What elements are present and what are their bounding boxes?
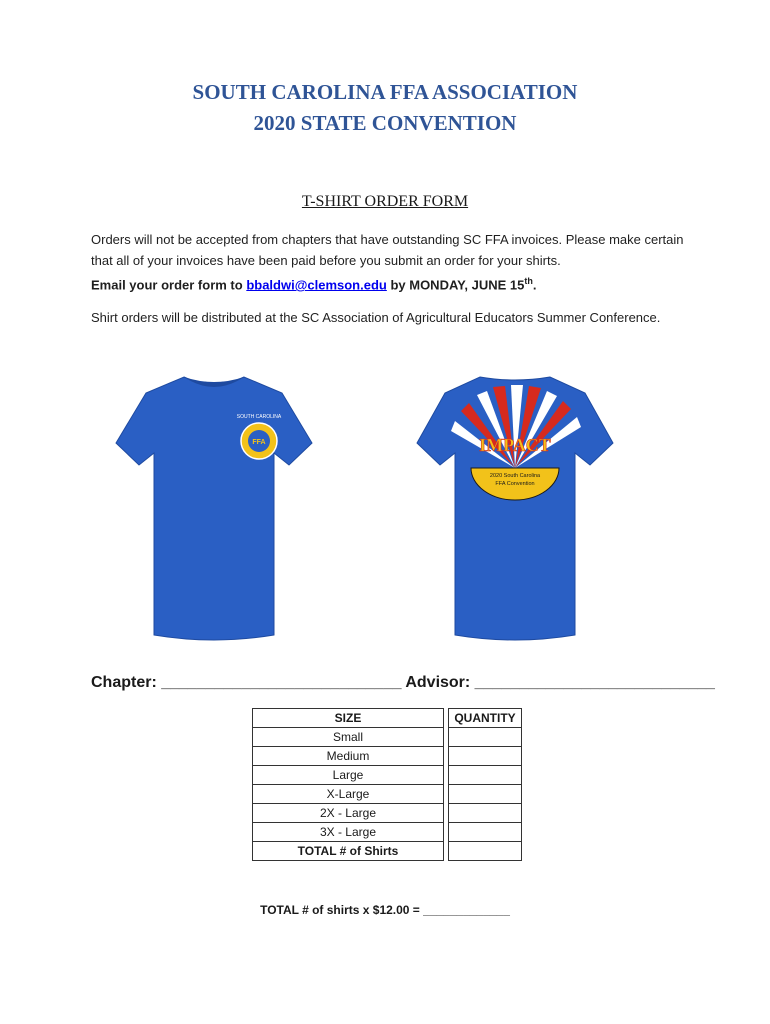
table-row xyxy=(253,747,522,766)
chapter-advisor-line[interactable]: Chapter: ___________________________ Advisor: ___________________________ xyxy=(91,674,715,691)
table-row xyxy=(253,766,522,785)
impact-logo-caption-2: FFA Convention xyxy=(495,481,535,487)
size-label: Small xyxy=(253,728,444,747)
table-header-row xyxy=(253,709,522,728)
table-row xyxy=(253,728,522,747)
crest-text-top: SOUTH CAROLINA xyxy=(236,414,282,420)
size-column-header: SIZE xyxy=(253,709,444,728)
impact-logo-caption-1: 2020 South Carolina xyxy=(489,473,541,479)
size-label: 2X - Large xyxy=(253,804,444,823)
page-title-line-2: 2020 STATE CONVENTION xyxy=(253,111,517,135)
size-label: 3X - Large xyxy=(253,823,444,842)
distribution-paragraph: Shirt orders will be distributed at the SC Association of Agricultural Educators Summer Conference. xyxy=(91,310,661,325)
table-row xyxy=(253,804,522,823)
total-row-label: TOTAL # of Shirts xyxy=(253,842,444,861)
quantity-cell[interactable] xyxy=(449,785,522,804)
total-quantity-cell[interactable] xyxy=(449,842,522,861)
size-label: Medium xyxy=(253,747,444,766)
quantity-cell[interactable] xyxy=(449,728,522,747)
email-prefix: Email your order form to xyxy=(91,277,247,293)
form-subtitle: T-SHIRT ORDER FORM xyxy=(301,193,469,210)
impact-logo-word: IMPACT xyxy=(479,435,551,455)
page-title-line-1: SOUTH CAROLINA FFA ASSOCIATION xyxy=(192,80,578,104)
intro-paragraph: Orders will not be accepted from chapters that have outstanding SC FFA invoices. Please make certain that all of your invoices have been paid before you submit an order for your shirts. xyxy=(91,232,684,268)
shirt-front-image xyxy=(114,373,314,643)
quantity-cell[interactable] xyxy=(449,804,522,823)
quantity-cell[interactable] xyxy=(449,747,522,766)
shirt-back-image xyxy=(415,373,615,643)
table-row xyxy=(253,785,522,804)
quantity-column-header: QUANTITY xyxy=(449,709,522,728)
email-instruction xyxy=(91,271,691,295)
size-quantity-table xyxy=(252,708,522,861)
email-end: . xyxy=(532,277,537,293)
email-deadline: by MONDAY, JUNE 15 xyxy=(386,277,525,293)
quantity-cell[interactable] xyxy=(449,823,522,842)
crest-text-ffa: FFA xyxy=(252,439,266,446)
shirt-front-body xyxy=(116,377,312,640)
email-link[interactable]: bbaldwi@clemson.edu xyxy=(246,277,387,293)
quantity-cell[interactable] xyxy=(449,766,522,785)
size-label: X-Large xyxy=(253,785,444,804)
email-deadline-sup: th xyxy=(524,276,533,286)
total-row xyxy=(253,842,522,861)
total-cost-line[interactable]: TOTAL # of shirts x $12.00 = _____________ xyxy=(260,903,510,917)
table-row xyxy=(253,823,522,842)
size-label: Large xyxy=(253,766,444,785)
